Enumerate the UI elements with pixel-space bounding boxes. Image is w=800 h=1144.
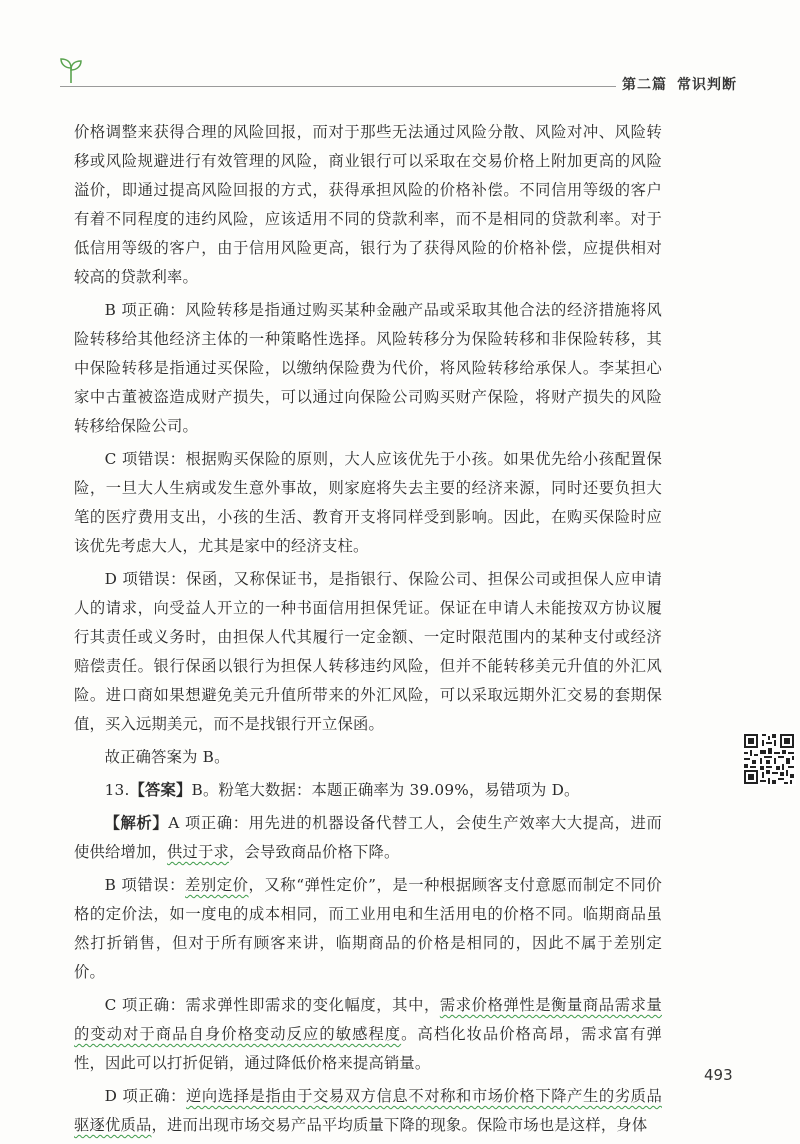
key-phrase: 差别定价	[185, 876, 249, 894]
analysis-option-d	[74, 1082, 662, 1140]
question-13-answer	[74, 776, 662, 805]
page-content	[74, 118, 662, 1144]
analysis-text: ，又称“弹性定价”，是一种根据顾客支付意愿而制定不同价格的定价法，如一度电的成本相同，而工业用电和生活用电的价格不同。临期商品虽然打折销售，但对于所有顾客来讲，临期商品的价格是相同的，因此不属于差别定价。	[74, 876, 662, 981]
key-phrase: 需求价格弹性是衡量商品需求量的变动对于商品自身价格变动反应的敏感程度	[74, 996, 662, 1043]
analysis-text: ，进而出现市场交易产品平均质量下降的现象。保险市场也是这样，身体	[151, 1116, 648, 1134]
analysis-text: 。高档化妆品价格高昂，需求富有弹性，因此可以打折促销，通过降低价格来提高销量。	[74, 1025, 662, 1072]
qr-code-icon[interactable]	[742, 732, 796, 786]
question-number: 13.	[104, 781, 130, 799]
leaf-icon	[58, 56, 84, 84]
header-title	[622, 74, 737, 94]
key-phrase: 逆向选择是指由于交易双方信息不对称和市场价格下降产生的劣质品驱逐优质品	[74, 1087, 662, 1134]
analysis-tag: 【解析】	[104, 814, 169, 832]
analysis-text: B 项错误：	[104, 876, 186, 894]
chapter-label: 常识判断	[677, 77, 737, 93]
analysis-option-a	[74, 809, 662, 867]
answer-text: B。粉笔大数据：本题正确率为 39.09%，易错项为 D。	[191, 781, 580, 799]
paragraph-option-d: D 项错误：保函，又称保证书，是指银行、保险公司、担保公司或担保人应申请人的请求，向受益人开立的一种书面信用担保凭证。保证在申请人未能按双方协议履行其责任或义务时，由担保人代其履行一定金额、一定时限范围内的某种支付或经济赔偿责任。银行保函以银行为担保人转移违约风险，但并不能转移美元升值的外汇风险。进口商如果想避免美元升值所带来的外汇风险，可以采取远期外汇交易的套期保值，买入远期美元，而不是找银行开立保函。	[74, 570, 662, 733]
answer-tag: 【答案】	[129, 781, 192, 799]
section-label: 第二篇	[622, 77, 667, 93]
page-header	[0, 0, 800, 110]
analysis-text: A 项正确：用先进的机器设备代替工人，会使生产效率大大提高，进而使供给增加，	[74, 814, 663, 861]
paragraph-option-c: C 项错误：根据购买保险的原则，大人应该优先于小孩。如果优先给小孩配置保险，一旦大人生病或发生意外事故，则家庭将失去主要的经济来源，同时还要负担大笔的医疗费用支出，小孩的生活、教育开支将同样受到影响。因此，在购买保险时应该优先考虑大人，尤其是家中的经济支柱。	[74, 450, 662, 555]
analysis-option-c	[74, 991, 662, 1078]
paragraph-option-b: B 项正确：风险转移是指通过购买某种金融产品或采取其他合法的经济措施将风险转移给其他经济主体的一种策略性选择。风险转移分为保险转移和非保险转移，其中保险转移是指通过买保险，以缴纳保险费为代价，将风险转移给承保人。李某担心家中古董被盗造成财产损失，可以通过向保险公司购买财产保险，将财产损失的风险转移给保险公司。	[74, 301, 662, 435]
analysis-text: ，会导致商品价格下降。	[228, 843, 400, 861]
paragraph-conclusion: 故正确答案为 B。	[104, 748, 230, 766]
header-rule	[60, 86, 616, 87]
analysis-option-b	[74, 871, 662, 987]
analysis-text: C 项正确：需求弹性即需求的变化幅度，其中，	[104, 996, 440, 1014]
key-phrase: 供过于求	[166, 843, 229, 861]
paragraph-continuation: 价格调整来获得合理的风险回报，而对于那些无法通过风险分散、风险对冲、风险转移或风险规避进行有效管理的风险，商业银行可以采取在交易价格上附加更高的风险溢价，即通过提高风险回报的方式，获得承担风险的价格补偿。不同信用等级的客户有着不同程度的违约风险，应该适用不同的贷款利率，而不是相同的贷款利率。对于低信用等级的客户，由于信用风险更高，银行为了获得风险的价格补偿，应提供相对较高的贷款利率。	[74, 123, 662, 286]
page-number: 493	[704, 1066, 733, 1084]
analysis-text: D 项正确：	[104, 1087, 187, 1105]
